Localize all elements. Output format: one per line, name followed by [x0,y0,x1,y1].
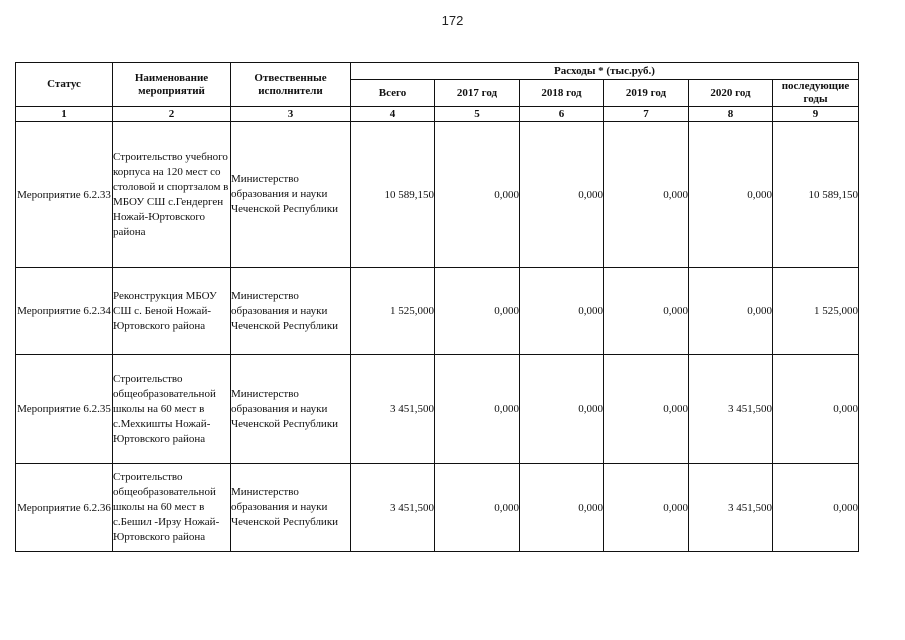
column-number-row [16,107,859,122]
header-total: Всего [351,80,435,107]
col-number: 9 [773,107,859,122]
header-next-years: последующие годы [773,80,859,107]
row-2020: 3 451,500 [689,355,773,464]
row-name: Строительство общеобразовательной школы на 60 мест в с.Мехкишты Ножай-Юртовского района [113,355,231,464]
row-executor: Министерство образования и науки Чеченской Республики [231,122,351,268]
header-status: Статус [16,63,113,107]
row-next-years: 1 525,000 [773,268,859,355]
header-2017: 2017 год [435,80,520,107]
table-row [16,355,859,464]
row-2017: 0,000 [435,122,520,268]
table-row [16,122,859,268]
row-total: 3 451,500 [351,464,435,552]
header-2018: 2018 год [520,80,604,107]
table-row [16,268,859,355]
row-2020: 0,000 [689,122,773,268]
row-2018: 0,000 [520,268,604,355]
row-executor: Министерство образования и науки Чеченской Республики [231,464,351,552]
row-total: 1 525,000 [351,268,435,355]
col-number: 5 [435,107,520,122]
row-2017: 0,000 [435,355,520,464]
row-total: 3 451,500 [351,355,435,464]
row-2019: 0,000 [604,355,689,464]
header-name: Наименование мероприятий [113,63,231,107]
col-number: 2 [113,107,231,122]
row-next-years: 10 589,150 [773,122,859,268]
col-number: 4 [351,107,435,122]
header-expenses: Расходы * (тыс.руб.) [351,63,859,80]
row-status: Мероприятие 6.2.35 [16,355,113,464]
col-number: 1 [16,107,113,122]
page-number: 172 [441,13,464,28]
row-2019: 0,000 [604,268,689,355]
row-2017: 0,000 [435,464,520,552]
col-number: 6 [520,107,604,122]
row-name: Реконструкция МБОУ СШ с. Беной Ножай-Юртовского района [113,268,231,355]
row-name: Строительство общеобразовательной школы на 60 мест в с.Бешил -Ирзу Ножай-Юртовского района [113,464,231,552]
header-2019: 2019 год [604,80,689,107]
row-status: Мероприятие 6.2.34 [16,268,113,355]
row-total: 10 589,150 [351,122,435,268]
row-next-years: 0,000 [773,464,859,552]
row-2018: 0,000 [520,464,604,552]
row-2018: 0,000 [520,355,604,464]
row-2019: 0,000 [604,464,689,552]
expenses-table [15,62,859,552]
row-status: Мероприятие 6.2.36 [16,464,113,552]
row-2017: 0,000 [435,268,520,355]
header-executors: Отвественные исполнители [231,63,351,107]
row-status: Мероприятие 6.2.33 [16,122,113,268]
row-next-years: 0,000 [773,355,859,464]
col-number: 8 [689,107,773,122]
table-row [16,464,859,552]
col-number: 3 [231,107,351,122]
row-2020: 0,000 [689,268,773,355]
row-name: Строительство учебного корпуса на 120 мест со столовой и спортзалом в МБОУ СШ с.Гендерген Ножай-Юртовского района [113,122,231,268]
row-executor: Министерство образования и науки Чеченской Республики [231,268,351,355]
header-2020: 2020 год [689,80,773,107]
row-2019: 0,000 [604,122,689,268]
row-2020: 3 451,500 [689,464,773,552]
row-executor: Министерство образования и науки Чеченской Республики [231,355,351,464]
col-number: 7 [604,107,689,122]
row-2018: 0,000 [520,122,604,268]
